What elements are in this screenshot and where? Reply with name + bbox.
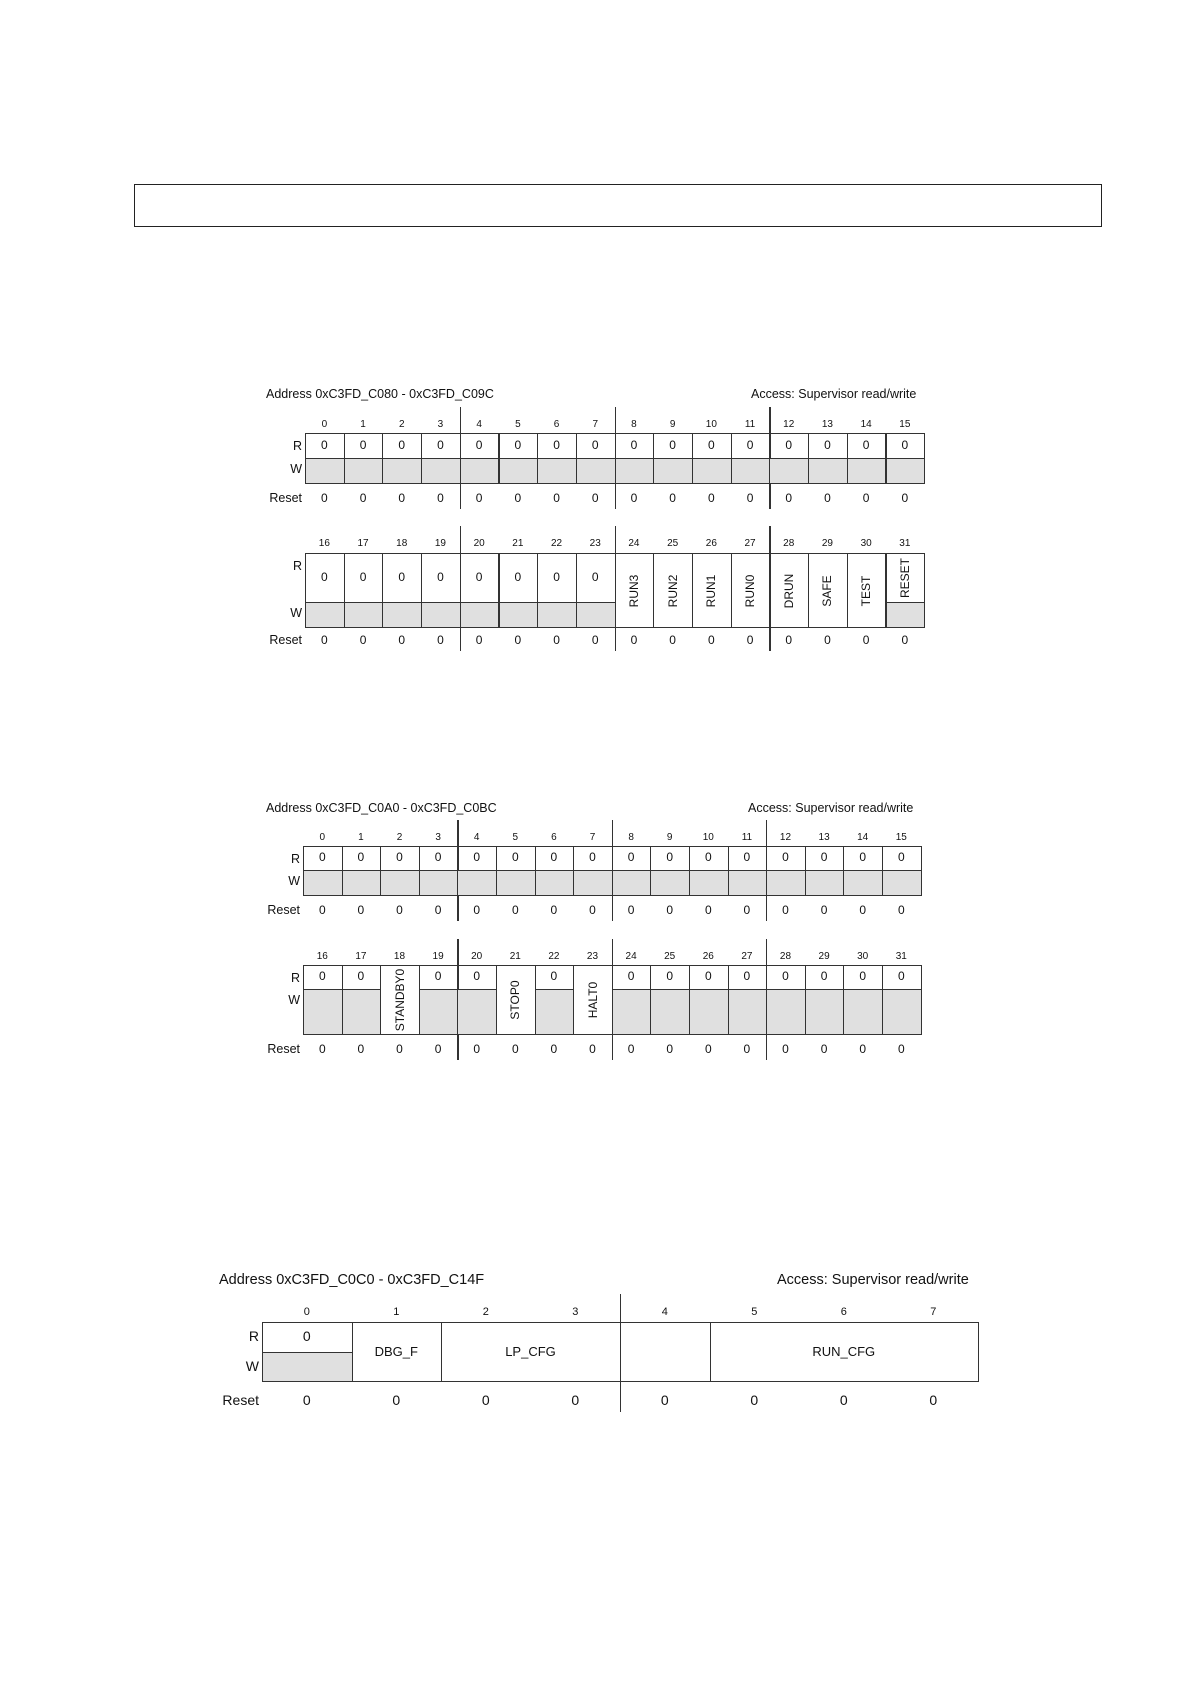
- register2-write-cell: [380, 870, 420, 896]
- register1-upper-reset-value: 0: [785, 491, 793, 505]
- register1-upper-bit-number: 7: [592, 419, 599, 430]
- register2-upper-reset-value: 0: [434, 903, 442, 917]
- register2-read-value: 0: [782, 969, 789, 983]
- row-label-reset: Reset: [267, 903, 300, 917]
- row-label-reset: Reset: [269, 633, 302, 647]
- register2-read-value: 0: [859, 969, 867, 983]
- register2-upper-bit-number: 12: [779, 832, 792, 843]
- register1-lower-reset-value: 0: [591, 633, 599, 647]
- register2-upper-bit-number: 4: [473, 832, 480, 843]
- register1-upper-reset-value: 0: [630, 491, 638, 505]
- register2-upper-bit-number: 2: [396, 832, 403, 843]
- register2-write-cell: [303, 870, 343, 896]
- register1-upper-reset-value: 0: [746, 491, 754, 505]
- register2-read-value: 0: [666, 969, 674, 983]
- register3-reset-value: 0: [660, 1392, 669, 1408]
- register2-read-value: 0: [627, 969, 635, 983]
- register2-read-value: 0: [897, 850, 905, 864]
- register1-upper-bit-number: 12: [783, 419, 795, 430]
- register2-lower-reset-value: 0: [589, 1042, 596, 1056]
- register1-read-value: 0: [553, 569, 560, 584]
- register1-write-cell: [382, 458, 422, 484]
- register2-lower-bit-number: 16: [316, 951, 328, 962]
- register2-lower-bit-number: 17: [355, 951, 367, 962]
- row-label-w: W: [290, 606, 302, 620]
- register2-lower-bit-number: 24: [625, 951, 637, 962]
- register2-upper-bit-number: 8: [628, 832, 634, 843]
- register2-upper-reset-value: 0: [550, 903, 558, 917]
- register2-read-value: 0: [704, 850, 712, 864]
- register1-lower-reset-value: 0: [437, 633, 444, 647]
- register2-write-cell: [342, 989, 382, 1035]
- register1-write-cell: [421, 602, 461, 628]
- register1-lower-reset-value: 0: [824, 633, 831, 647]
- register3-reset-value: 0: [750, 1392, 759, 1408]
- register3-bit-number: 0: [303, 1306, 310, 1318]
- register3-bit-number: 3: [572, 1306, 579, 1318]
- register2-write-cell: [457, 870, 497, 896]
- register1-write-cell: [731, 458, 771, 484]
- register2-lower-reset-value: 0: [743, 1042, 751, 1056]
- register1-lower-bit-number: 18: [396, 538, 408, 549]
- register2-write-cell: [650, 989, 690, 1035]
- register1-lower-reset-value: 0: [785, 633, 793, 647]
- register2-read-value: 0: [473, 850, 481, 864]
- register2-read-value: 0: [550, 850, 558, 864]
- register2-upper-bit-number: 14: [857, 832, 869, 843]
- register2-upper-reset-value: 0: [318, 903, 326, 917]
- register2-lower-reset-value: 0: [318, 1042, 326, 1056]
- register1-read-value: 0: [824, 437, 831, 452]
- row-label-reset: Reset: [269, 491, 302, 505]
- register1-upper-bit-number: 9: [669, 419, 676, 430]
- register2-lower-bit-number: 30: [857, 951, 869, 962]
- row-label-w: W: [245, 1358, 259, 1374]
- register2-lower-reset-value: 0: [357, 1042, 365, 1056]
- row-label-r: R: [292, 439, 302, 453]
- register2-read-value: 0: [897, 969, 905, 983]
- register2-read-value: 0: [357, 850, 365, 864]
- register2-read-value: 0: [859, 850, 867, 864]
- register2-upper-reset-value: 0: [897, 903, 905, 917]
- register1-upper-reset-value: 0: [591, 491, 599, 505]
- register2-write-cell: [419, 989, 459, 1035]
- register2-write-cell: [843, 870, 883, 896]
- register1-lower-bit-number: 26: [705, 538, 717, 549]
- register1-write-cell: [344, 458, 384, 484]
- register1-lower-reset-value: 0: [708, 633, 715, 647]
- register1-read-value: 0: [359, 569, 367, 584]
- register1-read-value: 0: [475, 569, 483, 584]
- register1-upper-reset-value: 0: [669, 491, 676, 505]
- register1-lower-bit-number: 19: [434, 538, 446, 549]
- register1-write-cell: [460, 458, 500, 484]
- register3-reset-value: 0: [302, 1392, 311, 1408]
- register2-write-cell: [805, 870, 845, 896]
- register1-lower-reset-value: 0: [398, 633, 406, 647]
- register1-write-cell: [615, 458, 655, 484]
- register1-upper-bit-number: 2: [398, 419, 405, 430]
- register1-upper-bit-number: 3: [437, 419, 444, 430]
- register1-lower-bit-number: 24: [628, 538, 640, 549]
- register1-read-value: 0: [746, 437, 754, 452]
- register1-field-label: RESET: [897, 557, 912, 598]
- register2-field-label: STOP0: [508, 980, 523, 1020]
- register3-reset-value: 0: [571, 1392, 580, 1408]
- register2-upper-bit-number: 15: [895, 832, 907, 843]
- register1-write-cell: [653, 458, 693, 484]
- register1-write-cell: [576, 458, 616, 484]
- header-box: [134, 184, 1102, 227]
- register2-lower-reset-value: 0: [704, 1042, 712, 1056]
- register1-lower-reset-value: 0: [553, 633, 560, 647]
- register1-upper-reset-value: 0: [708, 491, 715, 505]
- register3-run-label: RUN_CFG: [812, 1344, 876, 1359]
- register2-read-value: 0: [666, 850, 674, 864]
- register1-write-cell: [576, 602, 616, 628]
- register2-write-cell: [612, 989, 652, 1035]
- register1-write-cell: [382, 602, 422, 628]
- register2-lower-reset-value: 0: [550, 1042, 558, 1056]
- register1-write-cell: [886, 602, 926, 628]
- register2-lower-bit-number: 26: [702, 951, 714, 962]
- register2-read-value: 0: [743, 969, 751, 983]
- row-label-r: R: [292, 559, 302, 573]
- register2-read-value: 0: [357, 969, 365, 983]
- register1-write-cell: [460, 602, 500, 628]
- reg2-address: Address 0xC3FD_C0A0 - 0xC3FD_C0BC: [266, 801, 497, 815]
- register2-write-cell: [342, 870, 382, 896]
- register1-upper-bit-number: 10: [705, 419, 717, 430]
- register2-upper-bit-number: 10: [702, 832, 714, 843]
- register3-dbg-label: DBG_F: [374, 1344, 418, 1359]
- register2-lower-reset-value: 0: [820, 1042, 828, 1056]
- row-label-r: R: [290, 971, 300, 985]
- register3-write-cell: [262, 1352, 353, 1382]
- register1-upper-bit-number: 13: [821, 419, 833, 430]
- register1-lower-reset-value: 0: [630, 633, 638, 647]
- register1-read-value: 0: [901, 437, 909, 452]
- register1-lower-bit-number: 20: [473, 538, 485, 549]
- register1-read-value: 0: [321, 569, 328, 584]
- register1-lower-reset-value: 0: [321, 633, 328, 647]
- register1-read-value: 0: [321, 437, 328, 452]
- register2-upper-reset-value: 0: [782, 903, 789, 917]
- register2-write-cell: [728, 870, 768, 896]
- register2-lower-bit-number: 25: [664, 951, 676, 962]
- register1-lower-reset-value: 0: [359, 633, 367, 647]
- register2-read-value: 0: [627, 850, 635, 864]
- register3-bit-number: 6: [840, 1306, 847, 1318]
- register2-write-cell: [457, 989, 497, 1035]
- register1-upper-bit-number: 6: [553, 419, 560, 430]
- register1-field-label: RUN2: [665, 574, 680, 607]
- register2-lower-reset-value: 0: [396, 1042, 403, 1056]
- register1-field-label: TEST: [859, 575, 874, 606]
- register2-write-cell: [843, 989, 883, 1035]
- register2-lower-bit-number: 22: [548, 951, 560, 962]
- register1-lower-reset-value: 0: [746, 633, 754, 647]
- reg2-access: Access: Supervisor read/write: [748, 801, 914, 815]
- register1-read-value: 0: [591, 569, 599, 584]
- register2-read-value: 0: [318, 850, 326, 864]
- register1-write-cell: [499, 602, 539, 628]
- register1-lower-bit-number: 25: [667, 538, 679, 549]
- register2-lower-reset-value: 0: [782, 1042, 789, 1056]
- register1-upper-bit-number: 8: [631, 419, 637, 430]
- register2-lower-bit-number: 23: [586, 951, 599, 962]
- register1-field-label: RUN1: [704, 574, 719, 607]
- register3-bit-number: 7: [930, 1306, 937, 1318]
- register3-reset-value: 0: [929, 1392, 938, 1408]
- register2-read-value: 0: [704, 969, 712, 983]
- register2-write-cell: [573, 870, 613, 896]
- register2-write-cell: [612, 870, 652, 896]
- register1-lower-bit-number: 16: [318, 538, 330, 549]
- register2-upper-bit-number: 3: [435, 832, 441, 843]
- register1-upper-bit-number: 15: [899, 419, 911, 430]
- register2-lower-bit-number: 18: [393, 951, 406, 962]
- register1-upper-reset-value: 0: [359, 491, 367, 505]
- row-label-reset: Reset: [267, 1042, 300, 1056]
- register2-read-value: 0: [820, 969, 828, 983]
- register2-upper-bit-number: 5: [512, 832, 519, 843]
- register1-field-label: DRUN: [781, 573, 796, 608]
- register3-reset-value: 0: [839, 1392, 848, 1408]
- register2-read-value: 0: [318, 969, 326, 983]
- register2-write-cell: [496, 870, 536, 896]
- register2-write-cell: [419, 870, 459, 896]
- register1-read-value: 0: [669, 437, 676, 452]
- register2-upper-bit-number: 11: [741, 832, 753, 843]
- register2-upper-bit-number: 0: [319, 832, 326, 843]
- register1-write-cell: [808, 458, 848, 484]
- register1-read-value: 0: [437, 437, 444, 452]
- register2-read-value: 0: [782, 850, 789, 864]
- register2-upper-reset-value: 0: [859, 903, 867, 917]
- register3-reset-value: 0: [392, 1392, 401, 1408]
- row-label-r: R: [290, 852, 300, 866]
- register2-lower-reset-value: 0: [434, 1042, 442, 1056]
- register1-upper-reset-value: 0: [437, 491, 444, 505]
- register2-lower-bit-number: 19: [432, 951, 444, 962]
- row-label-w: W: [288, 874, 300, 888]
- register1-lower-bit-number: 27: [744, 538, 756, 549]
- register2-write-cell: [728, 989, 768, 1035]
- register1-lower-bit-number: 29: [821, 538, 833, 549]
- register1-write-cell: [886, 458, 926, 484]
- register1-read-value: 0: [514, 569, 522, 584]
- row-label-r: R: [248, 1328, 259, 1344]
- register2-read-value: 0: [434, 850, 442, 864]
- register3-bit-number: 2: [482, 1306, 489, 1318]
- register1-read-value: 0: [514, 437, 522, 452]
- register2-lower-bit-number: 27: [741, 951, 753, 962]
- register1-upper-reset-value: 0: [514, 491, 522, 505]
- register2-upper-reset-value: 0: [627, 903, 635, 917]
- register1-upper-bit-number: 4: [476, 419, 482, 430]
- register1-write-cell: [305, 458, 345, 484]
- reg3-address: Address 0xC3FD_C0C0 - 0xC3FD_C14F: [219, 1272, 485, 1288]
- register2-upper-reset-value: 0: [396, 903, 403, 917]
- register2-write-cell: [689, 870, 729, 896]
- register1-upper-bit-number: 5: [515, 419, 521, 430]
- register1-read-value: 0: [862, 437, 870, 452]
- register1-read-value: 0: [437, 569, 444, 584]
- register1-field-label: RUN3: [626, 574, 641, 607]
- register2-write-cell: [882, 989, 922, 1035]
- register1-read-value: 0: [591, 437, 599, 452]
- register2-lower-reset-value: 0: [473, 1042, 481, 1056]
- register1-lower-reset-value: 0: [901, 633, 909, 647]
- register2-upper-reset-value: 0: [704, 903, 712, 917]
- register2-write-cell: [766, 989, 806, 1035]
- register1-lower-bit-number: 28: [783, 538, 795, 549]
- register2-read-value: 0: [396, 850, 403, 864]
- register3-read-value: 0: [302, 1328, 311, 1344]
- register1-write-cell: [769, 458, 809, 484]
- register1-write-cell: [421, 458, 461, 484]
- register1-lower-bit-number: 23: [589, 538, 601, 549]
- reg1-address: Address 0xC3FD_C080 - 0xC3FD_C09C: [266, 387, 494, 401]
- register2-upper-reset-value: 0: [743, 903, 751, 917]
- register2-write-cell: [766, 870, 806, 896]
- register3-bit-number: 4: [661, 1306, 668, 1318]
- register2-read-value: 0: [589, 850, 596, 864]
- register1-read-value: 0: [708, 437, 715, 452]
- register3-reset-value: 0: [481, 1392, 490, 1408]
- register2-upper-reset-value: 0: [357, 903, 365, 917]
- row-label-reset: Reset: [222, 1392, 259, 1408]
- register1-read-value: 0: [398, 569, 406, 584]
- register1-field-label: SAFE: [820, 574, 835, 607]
- register1-lower-reset-value: 0: [669, 633, 676, 647]
- reg1-access: Access: Supervisor read/write: [751, 387, 917, 401]
- register2-lower-reset-value: 0: [666, 1042, 674, 1056]
- register1-upper-bit-number: 1: [360, 419, 366, 430]
- register1-lower-bit-number: 17: [357, 538, 369, 549]
- register2-read-value: 0: [820, 850, 828, 864]
- register1-read-value: 0: [475, 437, 483, 452]
- register3-lp-label: LP_CFG: [505, 1344, 556, 1359]
- register1-read-value: 0: [785, 437, 793, 452]
- register2-upper-bit-number: 7: [589, 832, 596, 843]
- register1-write-cell: [537, 458, 577, 484]
- register1-write-cell: [305, 602, 345, 628]
- register2-write-cell: [689, 989, 729, 1035]
- row-label-w: W: [290, 462, 302, 476]
- register1-read-value: 0: [630, 437, 638, 452]
- register2-read-value: 0: [511, 850, 519, 864]
- register2-write-cell: [882, 870, 922, 896]
- register2-upper-reset-value: 0: [473, 903, 481, 917]
- register1-write-cell: [692, 458, 732, 484]
- register1-lower-bit-number: 22: [550, 538, 563, 549]
- register2-write-cell: [535, 870, 575, 896]
- register1-write-cell: [537, 602, 577, 628]
- row-label-w: W: [288, 993, 300, 1007]
- register1-upper-reset-value: 0: [824, 491, 831, 505]
- register2-upper-reset-value: 0: [666, 903, 674, 917]
- register1-write-cell: [344, 602, 384, 628]
- register1-lower-reset-value: 0: [475, 633, 483, 647]
- register2-read-value: 0: [434, 969, 442, 983]
- register2-upper-bit-number: 13: [818, 832, 830, 843]
- register3-bit-number: 1: [393, 1306, 400, 1318]
- register2-write-cell: [805, 989, 845, 1035]
- register1-lower-bit-number: 21: [512, 538, 524, 549]
- register2-write-cell: [303, 989, 343, 1035]
- register1-lower-bit-number: 30: [860, 538, 872, 549]
- register1-upper-reset-value: 0: [475, 491, 483, 505]
- register2-lower-bit-number: 21: [509, 951, 521, 962]
- register2-field-label: STANDBY0: [392, 968, 407, 1032]
- register1-upper-bit-number: 0: [321, 419, 328, 430]
- register1-upper-reset-value: 0: [321, 491, 328, 505]
- register2-lower-reset-value: 0: [511, 1042, 519, 1056]
- register1-upper-bit-number: 14: [860, 419, 872, 430]
- register2-lower-reset-value: 0: [859, 1042, 867, 1056]
- register2-lower-bit-number: 29: [818, 951, 830, 962]
- register2-upper-reset-value: 0: [820, 903, 828, 917]
- register1-read-value: 0: [398, 437, 406, 452]
- register2-upper-reset-value: 0: [511, 903, 519, 917]
- register1-lower-reset-value: 0: [514, 633, 522, 647]
- register2-upper-bit-number: 9: [666, 832, 673, 843]
- register1-write-cell: [847, 458, 887, 484]
- register1-lower-reset-value: 0: [862, 633, 870, 647]
- register1-upper-reset-value: 0: [553, 491, 560, 505]
- register2-lower-bit-number: 31: [895, 951, 907, 962]
- register2-field-label: HALT0: [585, 981, 600, 1019]
- register2-lower-reset-value: 0: [897, 1042, 905, 1056]
- reg3-access: Access: Supervisor read/write: [777, 1272, 969, 1288]
- register2-upper-bit-number: 1: [358, 832, 364, 843]
- register2-upper-bit-number: 6: [551, 832, 557, 843]
- register2-write-cell: [535, 989, 575, 1035]
- register1-write-cell: [499, 458, 539, 484]
- register2-read-value: 0: [550, 969, 558, 983]
- register1-read-value: 0: [553, 437, 560, 452]
- register1-read-value: 0: [359, 437, 367, 452]
- register1-upper-bit-number: 11: [744, 419, 756, 430]
- register1-upper-reset-value: 0: [398, 491, 406, 505]
- register2-read-value: 0: [743, 850, 751, 864]
- register2-lower-bit-number: 20: [471, 951, 483, 962]
- register2-write-cell: [650, 870, 690, 896]
- register1-upper-reset-value: 0: [901, 491, 909, 505]
- register1-lower-bit-number: 31: [899, 538, 911, 549]
- register1-field-label: RUN0: [743, 574, 758, 607]
- register3-bit-number: 5: [751, 1306, 758, 1318]
- register1-upper-reset-value: 0: [862, 491, 870, 505]
- register2-upper-reset-value: 0: [589, 903, 596, 917]
- register2-lower-bit-number: 28: [779, 951, 792, 962]
- register2-lower-reset-value: 0: [627, 1042, 635, 1056]
- register2-read-value: 0: [473, 969, 481, 983]
